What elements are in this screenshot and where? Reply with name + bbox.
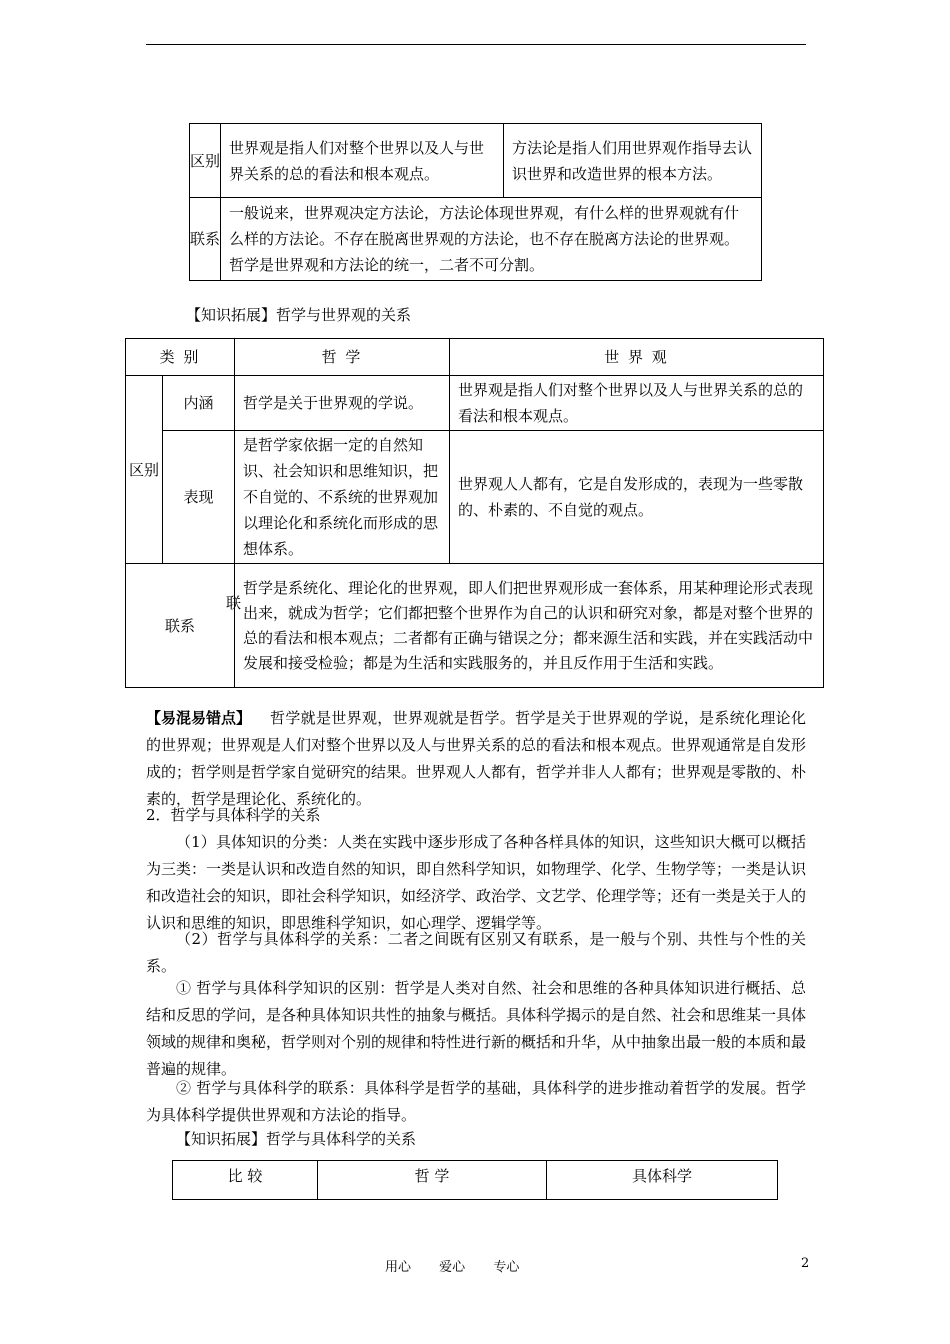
motto-3: 专心 [493,1260,520,1275]
stray-lian-char: 联 [226,594,242,612]
motto-1: 用心 [385,1260,412,1275]
extension-heading-1: 【知识拓展】哲学与世界观的关系 [186,306,412,324]
header-philosophy: 哲 学 [235,339,450,376]
row-label-neihan: 内涵 [163,376,235,431]
philosophy-worldview-table [125,338,824,688]
biaoxian-worldview: 世界观人人都有，它是自发形成的，表现为一些零散的、朴素的、不自觉的观点。 [450,431,824,564]
header-compare: 比 较 [173,1161,318,1200]
biaoxian-philosophy: 是哲学家依据一定的自然知识、社会知识和思维知识，把不自觉的、不系统的世界观加以理论化和系统化而形成的思想体系。 [235,431,450,564]
neihan-philosophy: 哲学是关于世界观的学说。 [235,376,450,431]
methodology-definition: 方法论是指人们用世界观作指导去认识世界和改造世界的根本方法。 [504,124,762,198]
lianxi-label: 联系 [190,198,221,281]
philosophy-science-table [172,1160,778,1200]
paragraph-difference: ① 哲学与具体科学知识的区别：哲学是人类对自然、社会和思维的各种具体知识进行概括、总结和反思的学问，是各种具体知识共性的抽象与概括。具体科学揭示的是自然、社会和思维某一具体领域的规律和奥秘，哲学则对个别的规律和特性进行新的概括和升华，从中抽象出最一般的本质和最普遍的规律。 [146,979,807,1078]
lianxi-text: 一般说来，世界观决定方法论，方法论体现世界观，有什么样的世界观就有什么样的方法论。不存在脱离世界观的方法论，也不存在脱离方法论的世界观。哲学是世界观和方法论的统一，二者不可分割。 [221,198,762,281]
paragraph-connection: ② 哲学与具体科学的联系：具体科学是哲学的基础，具体科学的进步推动着哲学的发展。哲学为具体科学提供世界观和方法论的指导。 [146,1079,806,1124]
header-philosophy: 哲 学 [318,1161,547,1200]
header-worldview: 世 界 观 [450,339,824,376]
qubie-label: 区别 [190,124,221,198]
confusion-text: 哲学就是世界观，世界观就是哲学。哲学是关于世界观的学说，是系统化理论化的世界观；世界观是人们对整个世界以及人与世界关系的总的看法和根本观点。世界观通常是自发形成的；哲学则是哲学家自觉研究的结果。世界观人人都有，哲学并非人人都有；世界观是零散的、朴素的，哲学是理论化、系统化的。 [146,709,807,808]
paragraph-knowledge-classification: （1）具体知识的分类：人类在实践中逐步形成了各种各样具体的知识，这些知识大概可以概括为三类：一类是认识和改造自然的知识，即自然科学知识，如物理学、化学、生物学等；一类是认识和改造社会的知识，即社会科学知识，如经济学、政治学、文艺学、伦理学等；还有一类是关于人的认识和思维的知识，即思维科学知识，如心理学、逻辑学等。 [146,833,807,932]
confusion-label: 【易混易错点】 [146,709,252,727]
row-label-biaoxian: 表现 [163,431,235,564]
qubie-label: 区别 [126,376,163,564]
header-science: 具体科学 [547,1161,778,1200]
neihan-worldview: 世界观是指人们对整个世界以及人与世界关系的总的看法和根本观点。 [450,376,824,431]
section-2-heading: 2．哲学与具体科学的关系 [146,806,321,824]
worldview-methodology-table [189,123,762,281]
header-rule [146,44,806,45]
paragraph-relation: （2）哲学与具体科学的关系：二者之间既有区别又有联系，是一般与个别、共性与个性的关系。 [146,930,806,975]
motto-2: 爱心 [439,1260,466,1275]
extension-heading-2: 【知识拓展】哲学与具体科学的关系 [176,1130,417,1148]
worldview-definition: 世界观是指人们对整个世界以及人与世界关系的总的看法和根本观点。 [221,124,504,198]
lianxi-label: 联系 [126,564,235,688]
header-category: 类 别 [126,339,235,376]
page-number: 2 [801,1256,810,1271]
footer-motto [385,1256,543,1275]
lianxi-text: 哲学是系统化、理论化的世界观，即人们把世界观形成一套体系，用某种理论形式表现出来，就成为哲学；它们都把整个世界作为自己的认识和研究对象，都是对整个世界的总的看法和根本观点；二者都有正确与错误之分；都来源生活和实践，并在实践活动中发展和接受检验；都是为生活和实践服务的，并且反作用于生活和实践。 [235,564,824,688]
